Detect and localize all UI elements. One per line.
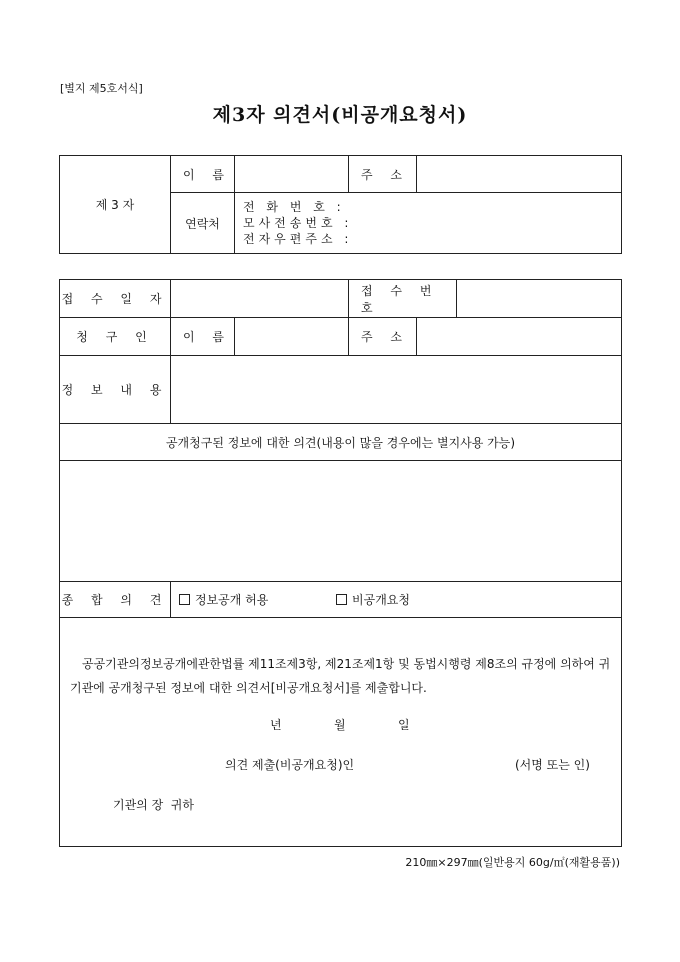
requester-address-label: 주 소 [349,318,417,356]
receipt-number-field[interactable] [457,280,622,318]
paper-spec-footer: 210㎜×297㎜(일반용지 60g/㎡(재활용품)) [405,856,620,869]
summary-opinion-label: 종 합 의 견 [60,582,171,618]
form-number: [별지 제5호서식] [60,82,143,95]
third-party-name-label: 이 름 [171,156,235,193]
addressee-line: 기관의 장 귀하 [113,798,194,812]
third-party-label: 제 3 자 [60,156,171,254]
request-nondisclosure-option[interactable]: 비공개요청 [336,593,410,607]
email-label: 전자우편주소 : [243,232,353,246]
third-party-table [59,155,622,254]
allow-disclosure-option[interactable]: 정보공개 허용 [179,593,268,607]
summary-options [171,582,622,618]
checkbox-icon[interactable] [336,594,347,605]
info-content-field[interactable] [171,356,622,424]
submitter-label: 의견 제출(비공개요청)인 [225,758,355,772]
opinion-field[interactable] [60,461,622,582]
opinion-header: 공개청구된 정보에 대한 의견(내용이 많을 경우에는 별지사용 가능) [60,424,622,461]
third-party-address-field[interactable] [417,156,622,193]
signature-note: (서명 또는 인) [515,758,590,772]
contact-fields[interactable] [235,193,622,254]
info-content-label: 정 보 내 용 [60,356,171,424]
requester-address-field[interactable] [417,318,622,356]
third-party-address-label: 주 소 [349,156,417,193]
receipt-number-label: 접 수 번 호 [349,280,457,318]
requester-label: 청 구 인 [60,318,171,356]
requester-name-field[interactable] [235,318,349,356]
phone-label: 전 화 번 호 : [243,200,345,214]
page-title: 제3자 의견서(비공개요청서) [212,104,468,126]
receipt-date-label: 접 수 일 자 [60,280,171,318]
third-party-name-field[interactable] [235,156,349,193]
checkbox-icon[interactable] [179,594,190,605]
day-label: 일 [398,718,410,732]
fax-label: 모사전송번호 : [243,216,353,230]
year-label: 년 [270,718,282,732]
declaration-text: 공공기관의정보공개에관한법률 제11조제3항, 제21조제1항 및 동법시행령 제8조의 규정에 의하여 귀기관에 공개청구된 정보에 대한 의견서[비공개요청서]를 제출합니다. [70,657,611,695]
month-label: 월 [334,718,346,732]
contact-label: 연락처 [171,193,235,254]
receipt-date-field[interactable] [171,280,349,318]
requester-name-label: 이 름 [171,318,235,356]
